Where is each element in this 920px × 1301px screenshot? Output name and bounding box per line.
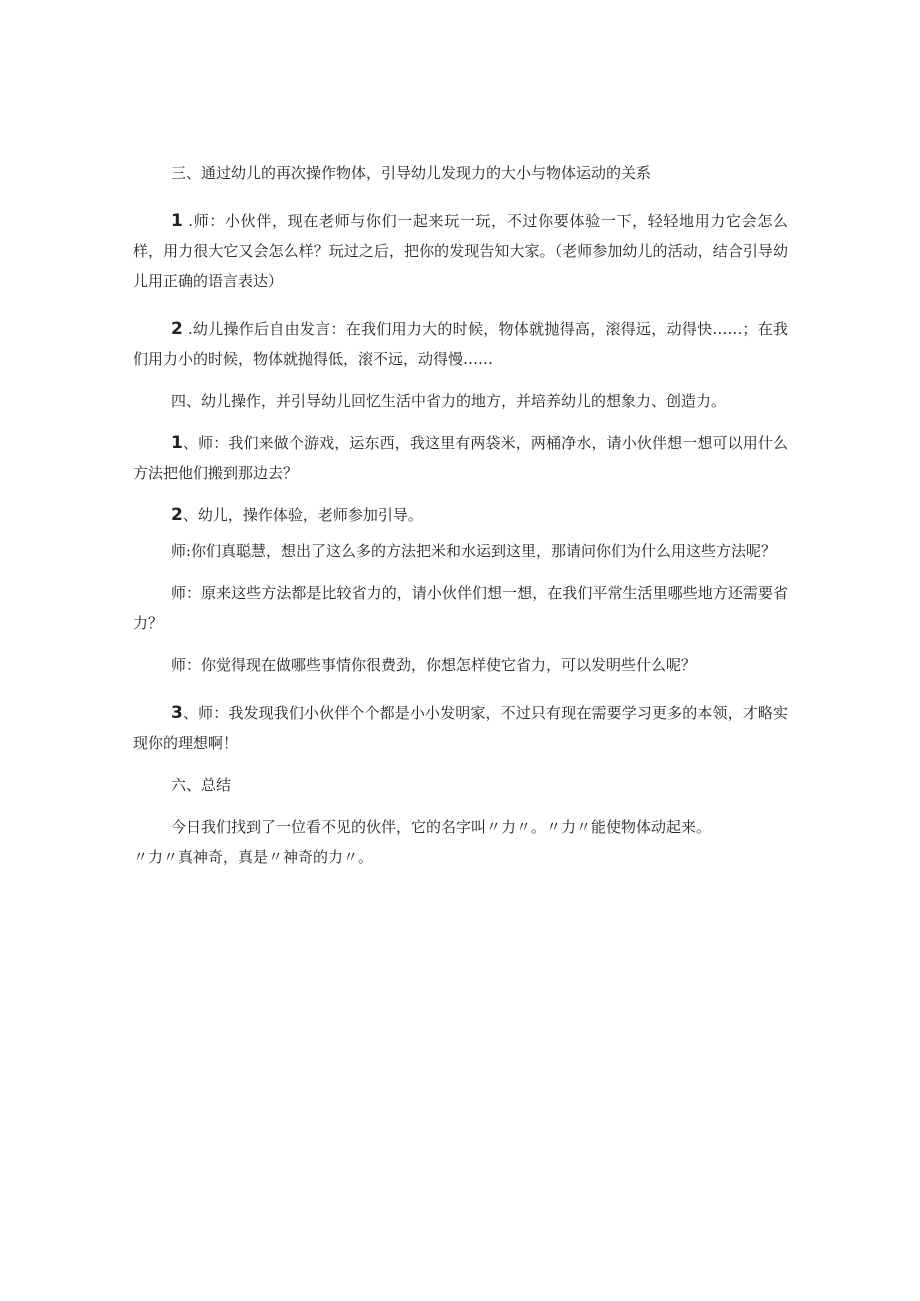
section-4-heading: 四、幼儿操作，并引导幼儿回忆生活中省力的地方，并培养幼儿的想象力、创造力。 <box>171 392 727 410</box>
item-number: 2 <box>171 505 183 525</box>
section-3-item-1 <box>133 206 788 296</box>
item-text: 、幼儿，操作体验，老师参加引导。 <box>182 506 423 524</box>
item-number: 1 <box>171 211 183 231</box>
teacher-line-3: 师：你觉得现在做哪些事情你很费劲，你想怎样使它省力，可以发明些什么呢？ <box>171 656 697 674</box>
item-text: .师：小伙伴，现在老师与你们一起来玩一玩，不过你要体验一下，轻轻地用力它会怎么样，用力很大它又会怎么样？玩过之后，把你的发现告知大家。（老师参加幼儿的活动，结合引导幼儿用正确的语言表达） <box>133 212 788 290</box>
summary-line-2: 〃力〃真神奇，真是〃神奇的力〃。 <box>133 848 374 866</box>
document-body <box>133 158 788 872</box>
section-4-item-1 <box>133 428 788 488</box>
section-4-item-2 <box>133 500 788 530</box>
section-3-item-2 <box>133 314 788 374</box>
teacher-line-2: 师：原来这些方法都是比较省力的，请小伙伴们想一想，在我们平常生活里哪些地方还需要省力？ <box>133 584 788 632</box>
item-text: 、师：我们来做个游戏，运东西，我这里有两袋米，两桶净水，请小伙伴想一想可以用什么方法把他们搬到那边去？ <box>133 434 788 482</box>
teacher-line-1: 师:你们真聪慧，想出了这么多的方法把米和水运到这里，那请问你们为什么用这些方法呢？ <box>171 542 777 560</box>
section-4-item-3 <box>133 698 788 758</box>
item-text: .幼儿操作后自由发言：在我们用力大的时候，物体就抛得高，滚得远，动得快……；在我们用力小的时候，物体就抛得低，滚不远，动得慢…… <box>133 320 788 368</box>
item-number: 3 <box>171 703 183 723</box>
item-text: 、师：我发现我们小伙伴个个都是小小发明家，不过只有现在需要学习更多的本领，才略实现你的理想啊！ <box>133 704 788 752</box>
section-3-heading: 三、通过幼儿的再次操作物体，引导幼儿发现力的大小与物体运动的关系 <box>171 164 652 182</box>
section-6-heading: 六、总结 <box>171 776 232 794</box>
summary-line-1: 今日我们找到了一位看不见的伙伴，它的名字叫〃力〃。〃力〃能使物体动起来。 <box>171 818 712 836</box>
item-number: 1 <box>171 433 183 453</box>
item-number: 2 <box>171 319 183 339</box>
